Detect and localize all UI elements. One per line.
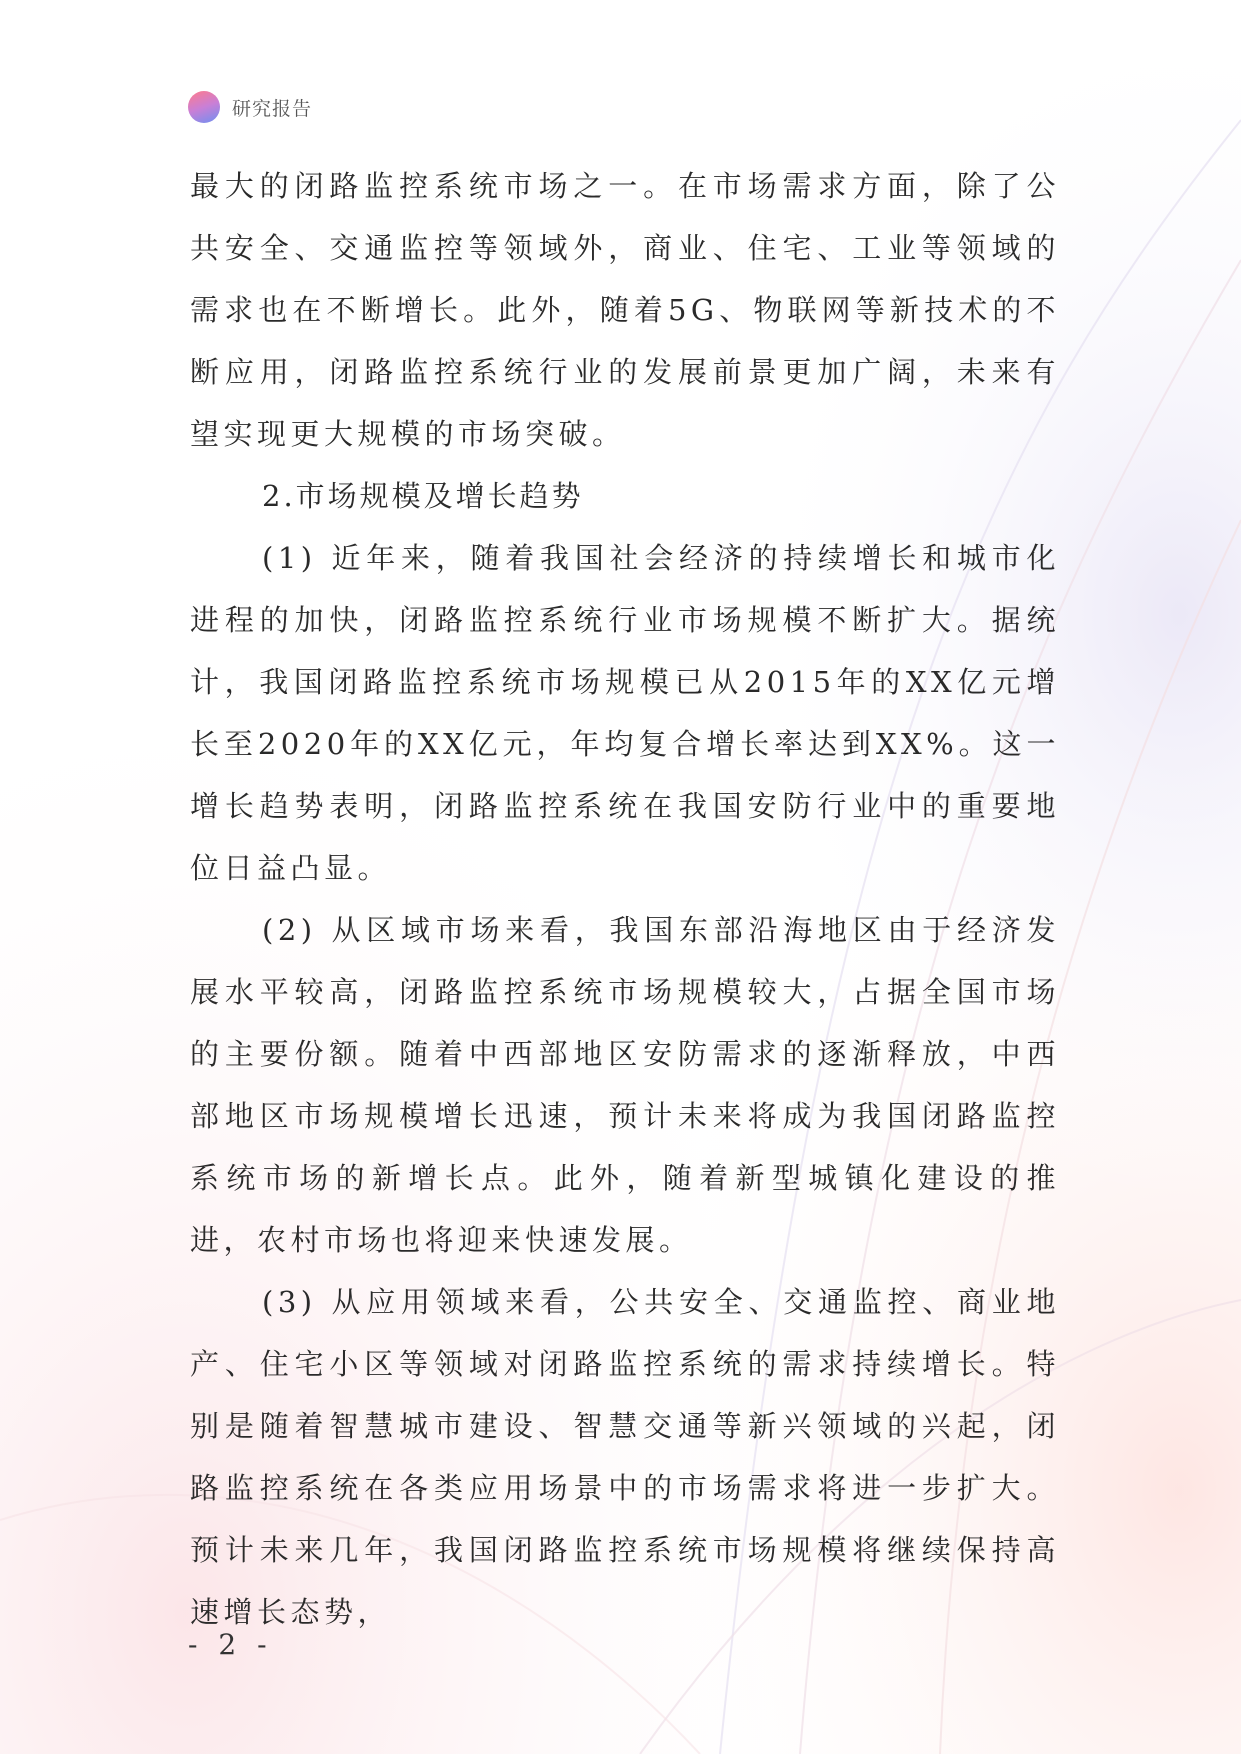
paragraph-intro: 最大的闭路监控系统市场之一。在市场需求方面，除了公共安全、交通监控等领域外，商业、住宅、工业等领域的需求也在不断增长。此外，随着5G、物联网等新技术的不断应用，闭路监控系统行业的发展前景更加广阔，未来有望实现更大规模的市场突破。 [190,169,1060,451]
header-title: 研究报告 [232,97,313,120]
paragraph-item-3: (3) 从应用领域来看，公共安全、交通监控、商业地产、住宅小区等领域对闭路监控系统的需求持续增长。特别是随着智慧城市建设、智慧交通等新兴领域的兴起，闭路监控系统在各类应用场景中的市场需求将进一步扩大。预计未来几年，我国闭路监控系统市场规模将继续保持高速增长态势， [190,1285,1060,1629]
paragraph-item-2: (2) 从区域市场来看，我国东部沿海地区由于经济发展水平较高，闭路监控系统市场规模较大，占据全国市场的主要份额。随着中西部地区安防需求的逐渐释放，中西部地区市场规模增长迅速，预计未来将成为我国闭路监控系统市场的新增长点。此外，随着新型城镇化建设的推进，农村市场也将迎来快速发展。 [190,913,1060,1257]
document-body [190,155,1060,1643]
section-heading: 2.市场规模及增长趋势 [262,479,584,513]
report-header [188,90,312,124]
logo-circle-icon [188,91,220,123]
page-number: - 2 - [188,1628,273,1661]
paragraph-item-1: (1) 近年来，随着我国社会经济的持续增长和城市化进程的加快，闭路监控系统行业市场规模不断扩大。据统计，我国闭路监控系统市场规模已从2015年的XX亿元增长至2020年的XX亿元，年均复合增长率达到XX%。这一增长趋势表明，闭路监控系统在我国安防行业中的重要地位日益凸显。 [190,541,1060,885]
